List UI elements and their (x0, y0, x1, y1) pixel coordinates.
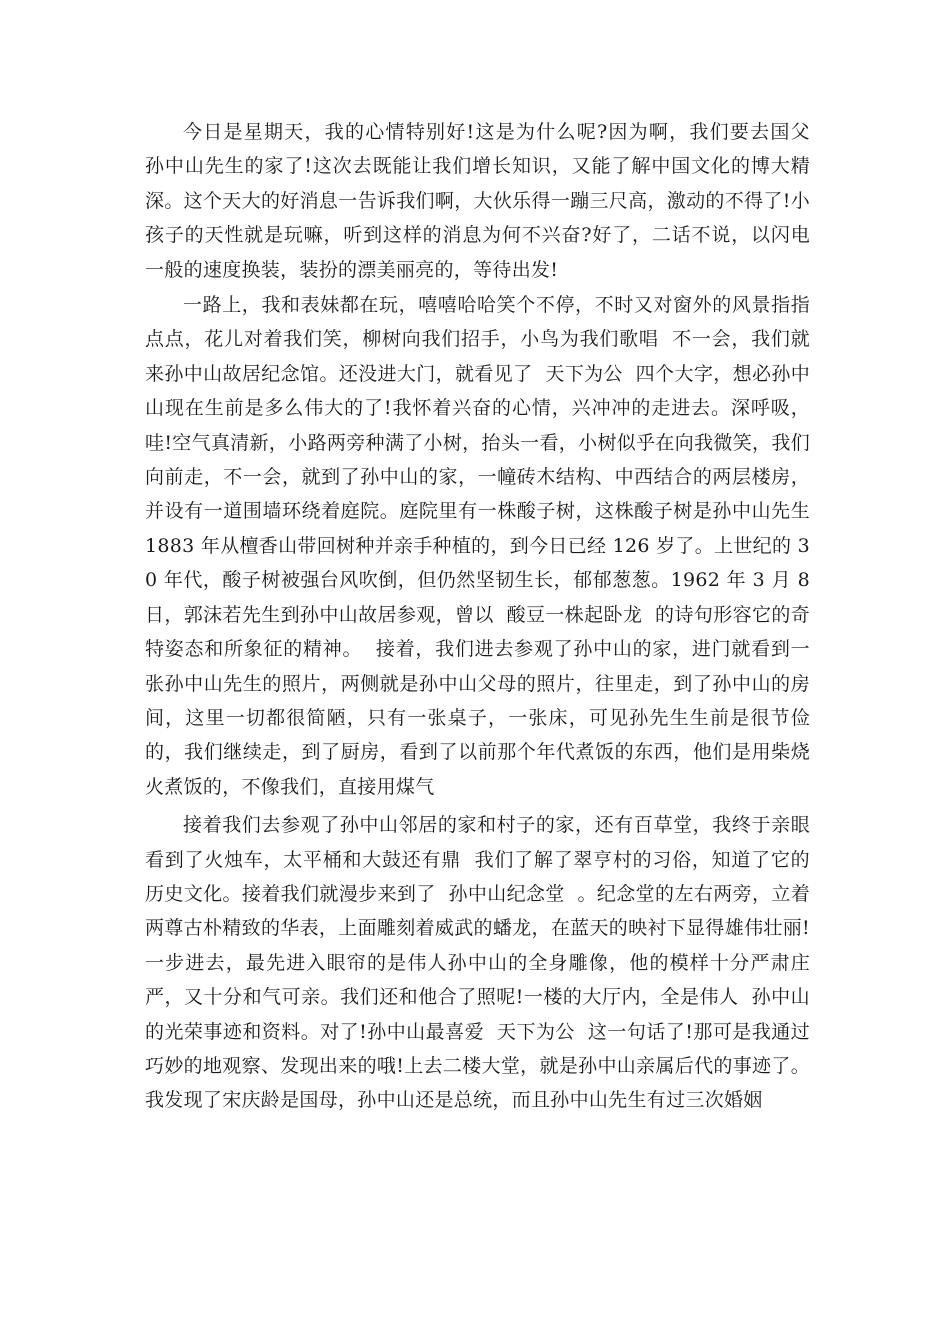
paragraph-1: 今日是星期天，我的心情特别好!这是为什么呢?因为啊，我们要去国父 孙中山先生的家了!这次去既能让我们增长知识，又能了解中国文化的博大精深。这个天大的好消息一告诉我们啊，大伙乐得一蹦三尺高，激动的不得了!小孩子的天性就是玩嘛，听到这样的消息为何不兴奋?好了，二话不说，以闪电一般的速度换装，装扮的漂美丽亮的，等待出发! (145, 121, 823, 281)
paragraph-2: 一路上，我和表妹都在玩，嘻嘻哈哈笑个不停，不时又对窗外的风景指指点点，花儿对着我们笑，柳树向我们招手，小鸟为我们歌唱 不一会，我们就来孙中山故居纪念馆。还没进大门，就看见了 天下为公 四个大字，想必孙中山现在生前是多么伟大的了!我怀着兴奋的心情，兴冲冲的走进去。深呼吸，哇!空气真清新，小路两旁种满了小树，抬头一看，小树似乎在向我微笑，我们向前走，不一会，就到了孙中山的家，一幢砖木结构、中西结合的两层楼房，并设有一道围墙环绕着庭院。庭院里有一株酸子树，这株酸子树是孙中山先生 1883 年从檀香山带回树种并亲手种植的，到今日已经 126 岁了。上世纪的 30 年代，酸子树被强台风吹倒，但仍然坚韧生长，郁郁葱葱。1962 年 3 月 8 日，郭沫若先生到孙中山故居参观，曾以 酸豆一株起卧龙 的诗句形容它的奇特姿态和所象征的精神。 接着，我们进去参观了孙中山的家，进门就看到一张孙中山先生的照片，两侧就是孙中山父母的照片，往里走，到了孙中山的房间，这里一切都很简陋，只有一张桌子，一张床，可见孙先生生前是很节俭的，我们继续走，到了厨房，看到了以前那个年代煮饭的东西，他们是用柴烧火煮饭的，不像我们，直接用煤气 (145, 294, 817, 798)
paragraph-3: 接着我们去参观了孙中山邻居的家和村子的家，还有百草堂，我终于亲眼看到了火烛车，太平桶和大鼓还有鼎 我们了解了翠亨村的习俗，知道了它的历史文化。接着我们就漫步来到了 孙中山纪念堂 。纪念堂的左右两旁，立着两尊古朴精致的华表，上面雕刻着威武的蟠龙，在蓝天的映衬下显得雄伟壮丽!一步进去，最先进入眼帘的是伟人孙中山的全身雕像，他的模样十分严肃庄严，又十分和气可亲。我们还和他合了照呢!一楼的大厅内，全是伟人 孙中山的光荣事迹和资料。对了!孙中山最喜爱 天下为公 这一句话了!那可是我通过巧妙的地观察、发现出来的哦!上去二楼大堂，就是孙中山亲属后代的事迹了。我发现了宋庆龄是国母，孙中山还是总统，而且孙中山先生有过三次婚姻 (145, 814, 810, 1112)
document-page (145, 115, 823, 1118)
